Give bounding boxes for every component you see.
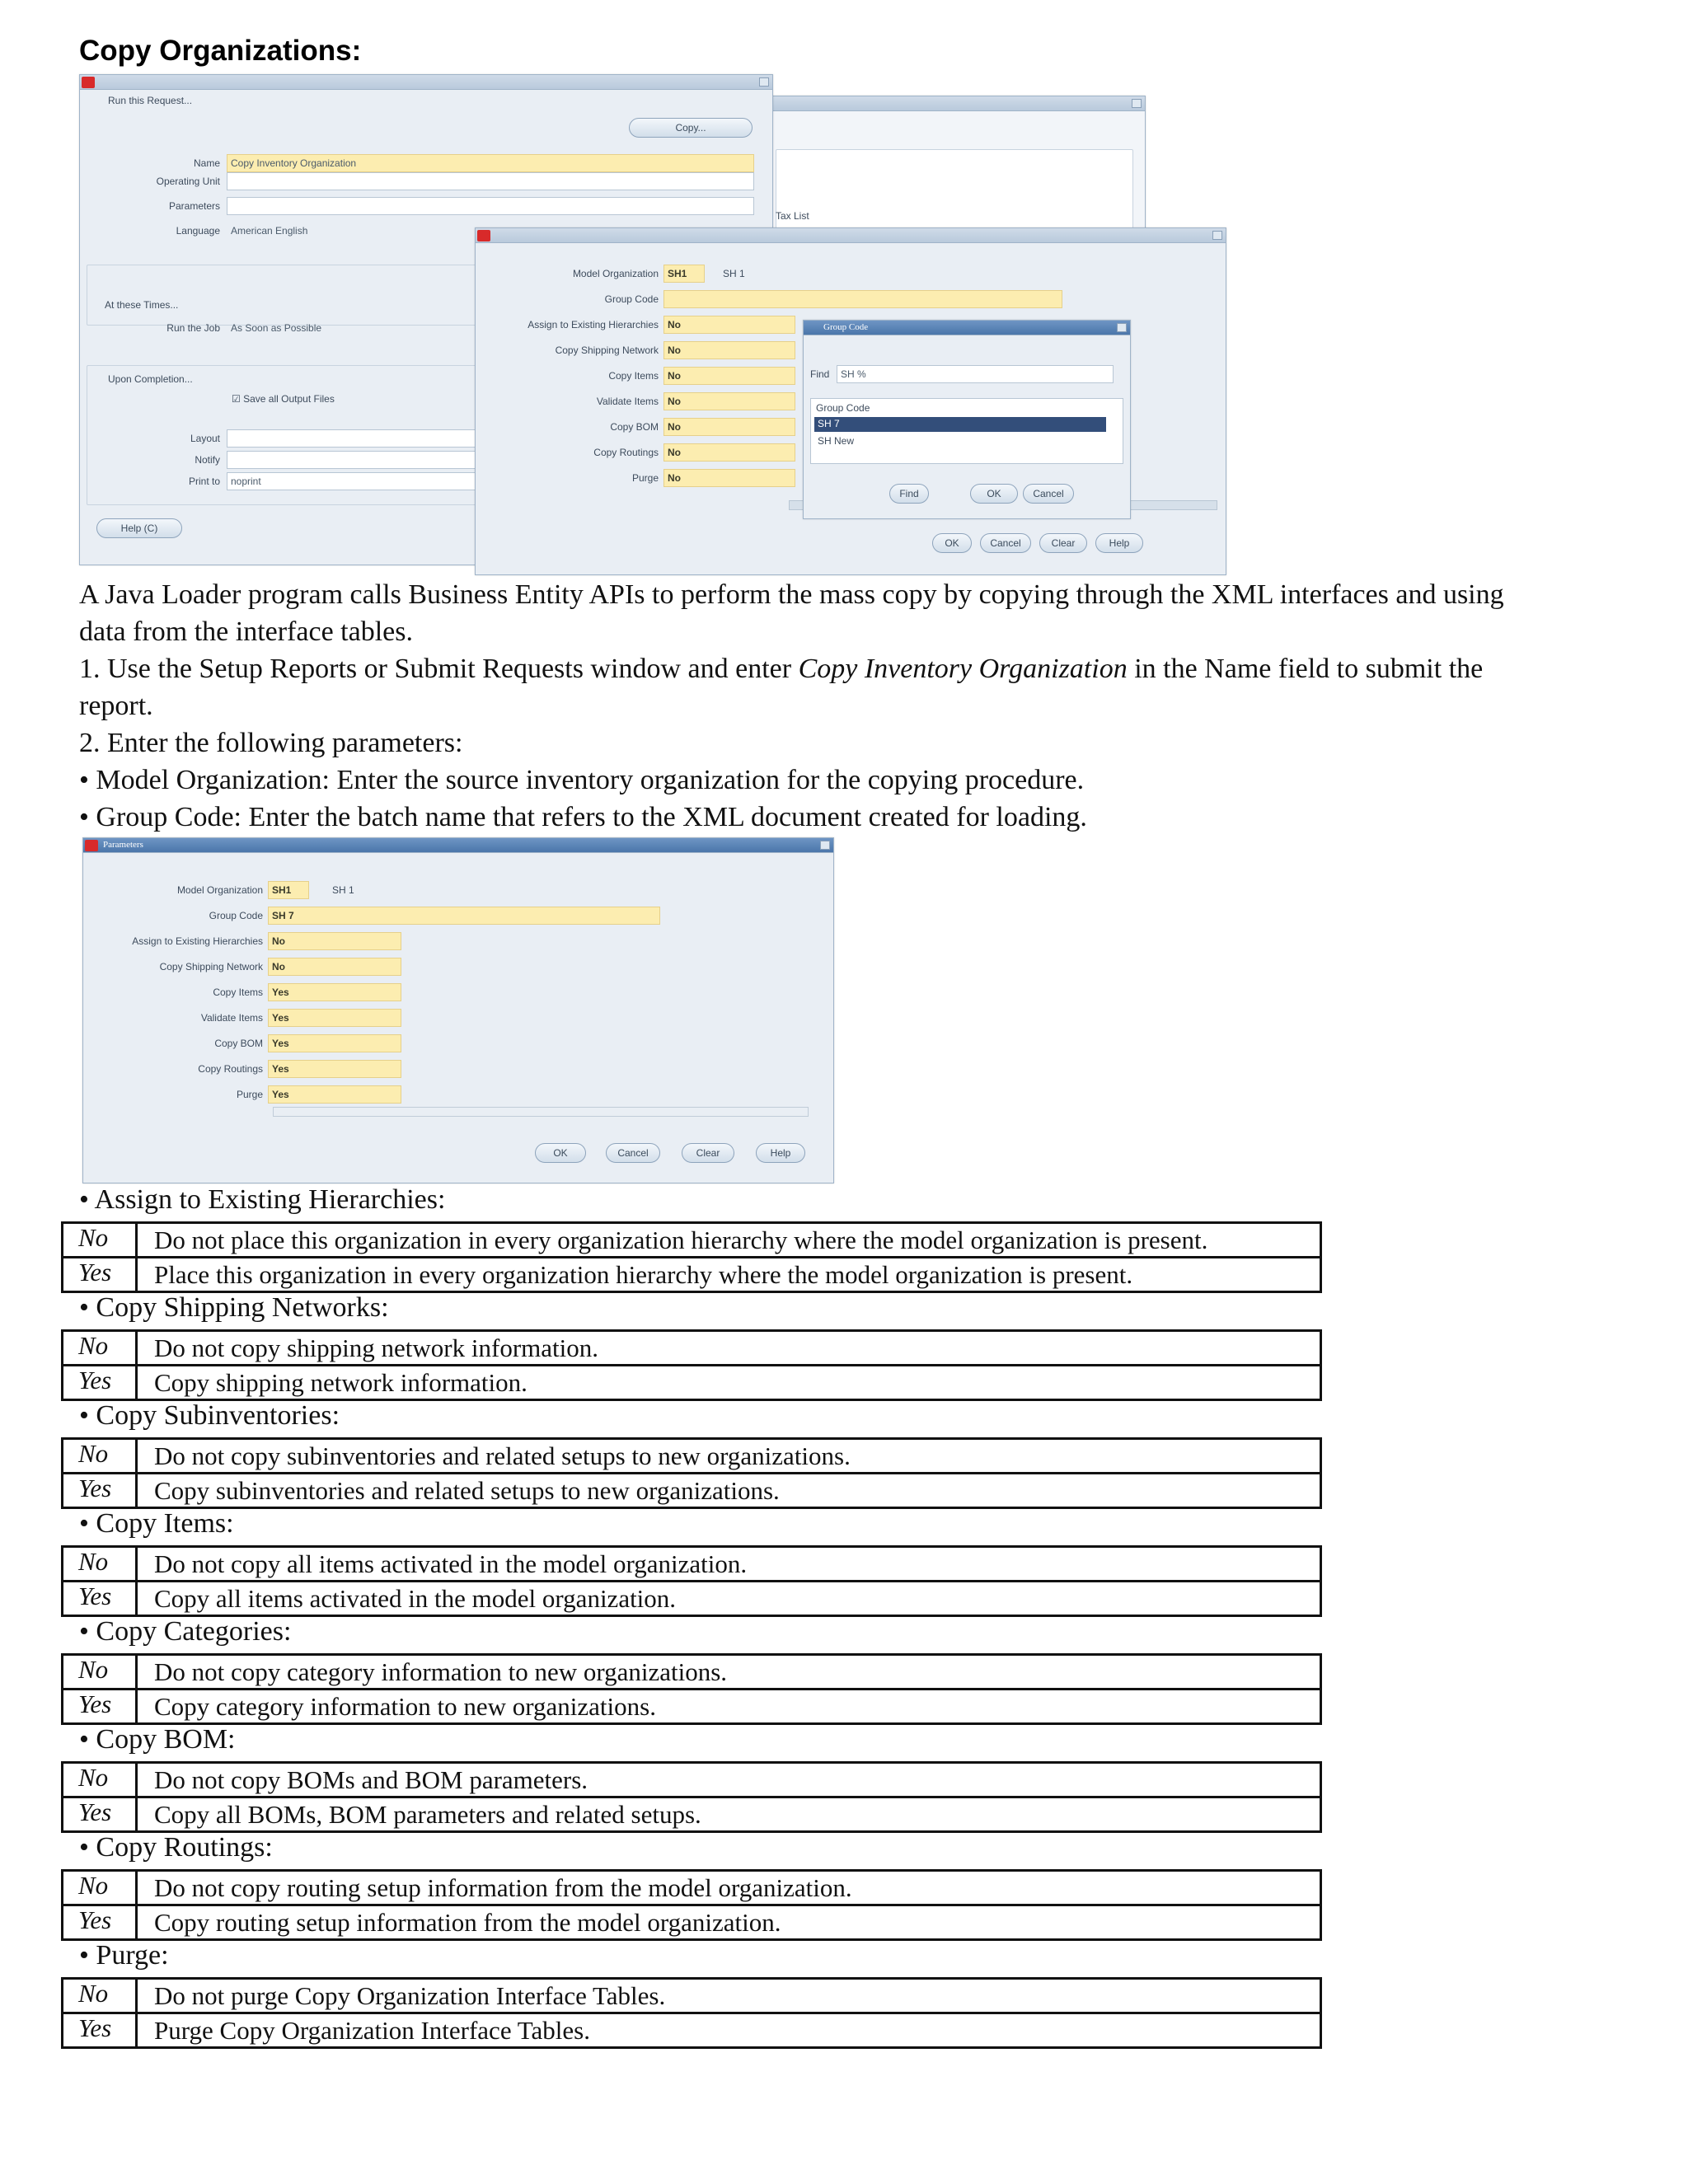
close-icon[interactable] xyxy=(1117,323,1127,332)
param-value: Yes xyxy=(272,1063,289,1075)
option-heading: • Copy Categories: xyxy=(79,1616,292,1647)
param-value: Yes xyxy=(272,1012,289,1024)
table-row xyxy=(63,1763,1321,1797)
option-desc-yes: Copy subinventories and related setups to new organizations. xyxy=(137,1474,1321,1508)
parameters-label: Parameters xyxy=(168,200,220,212)
param-value: SH1 xyxy=(668,268,687,279)
option-key-yes: Yes xyxy=(63,1797,137,1832)
ok-button[interactable]: OK xyxy=(932,533,972,553)
param-label: Group Code xyxy=(604,293,659,305)
option-heading: • Copy Subinventories: xyxy=(79,1400,340,1431)
param-field[interactable] xyxy=(268,1034,401,1052)
schedule-group xyxy=(87,265,515,326)
param-value: No xyxy=(668,472,681,484)
param-value: No xyxy=(668,447,681,458)
option-key-no: No xyxy=(63,1655,137,1690)
option-desc-yes: Copy shipping network information. xyxy=(137,1366,1321,1400)
option-desc-yes: Copy all BOMs, BOM parameters and related setups. xyxy=(137,1797,1321,1832)
param-label: Assign to Existing Hierarchies xyxy=(132,935,263,947)
param-extra: SH 1 xyxy=(723,268,745,279)
table-row xyxy=(63,1690,1321,1724)
option-desc-yes: Place this organization in every organization hierarchy where the model organization is present. xyxy=(137,1258,1321,1292)
option-key-yes: Yes xyxy=(63,1582,137,1616)
param-label: Model Organization xyxy=(176,884,263,896)
name-label: Name xyxy=(193,157,220,169)
option-table xyxy=(61,1653,1322,1725)
option-heading: • Copy BOM: xyxy=(79,1724,236,1755)
operating-unit-label: Operating Unit xyxy=(156,176,220,187)
option-key-no: No xyxy=(63,1979,137,2013)
cancel-button[interactable]: Cancel xyxy=(606,1143,660,1163)
option-desc-no: Do not copy subinventories and related setups to new organizations. xyxy=(137,1439,1321,1474)
option-table xyxy=(61,1545,1322,1617)
name-field[interactable]: Copy Inventory Organization xyxy=(227,154,754,172)
option-heading: • Copy Routings: xyxy=(79,1832,273,1863)
save-output-label: Save all Output Files xyxy=(243,393,335,405)
param-value: Yes xyxy=(272,987,289,998)
bullet-model-organization: • Model Organization: Enter the source inventory organization for the copying procedure. xyxy=(79,765,1085,795)
param-field[interactable] xyxy=(268,983,401,1001)
option-table xyxy=(61,1869,1322,1941)
table-row xyxy=(63,1258,1321,1292)
table-row xyxy=(63,1905,1321,1940)
operating-unit-field[interactable] xyxy=(227,172,754,190)
table-row xyxy=(63,1655,1321,1690)
run-request-heading: Run this Request... xyxy=(108,95,193,106)
clear-button[interactable]: Clear xyxy=(1039,533,1087,553)
option-key-no: No xyxy=(63,1547,137,1582)
app-icon xyxy=(82,77,95,88)
param-label: Copy Shipping Network xyxy=(159,961,263,972)
param-field[interactable] xyxy=(663,469,795,487)
param-field[interactable] xyxy=(663,367,795,385)
table-row xyxy=(63,2013,1321,2048)
param-field[interactable] xyxy=(663,443,795,462)
option-desc-no: Do not copy routing setup information from the model organization. xyxy=(137,1871,1321,1905)
param-label: Purge xyxy=(236,1089,263,1100)
print-to-field[interactable]: noprint xyxy=(227,472,507,490)
param-label: Group Code xyxy=(209,910,263,921)
app-icon xyxy=(477,230,490,241)
param-label: Model Organization xyxy=(572,268,659,279)
parameters-window-titlebar xyxy=(476,228,1226,243)
step-1-line-1 xyxy=(79,651,1483,687)
copy-button[interactable]: Copy... xyxy=(629,118,753,138)
intro-line-2: data from the interface tables. xyxy=(79,616,413,647)
param-value: No xyxy=(272,935,285,947)
lov-column-header: Group Code xyxy=(816,402,870,414)
option-heading: • Assign to Existing Hierarchies: xyxy=(79,1184,446,1215)
param-value: SH 7 xyxy=(272,910,294,921)
horizontal-scrollbar[interactable] xyxy=(273,1107,809,1117)
close-icon[interactable] xyxy=(1132,99,1142,108)
notify-field[interactable] xyxy=(227,451,507,469)
lov-titlebar xyxy=(804,321,1130,335)
upon-completion-heading: Upon Completion... xyxy=(108,373,193,385)
param-value: No xyxy=(668,370,681,382)
param-field[interactable] xyxy=(268,1009,401,1027)
option-key-yes: Yes xyxy=(63,1474,137,1508)
param-label: Copy BOM xyxy=(214,1038,263,1049)
param-label: Copy Items xyxy=(213,987,263,998)
option-key-yes: Yes xyxy=(63,1258,137,1292)
close-icon[interactable] xyxy=(820,841,830,850)
option-key-no: No xyxy=(63,1763,137,1797)
at-these-times-heading: At these Times... xyxy=(105,299,179,311)
param-value: SH1 xyxy=(272,884,292,896)
param-label: Assign to Existing Hierarchies xyxy=(528,319,659,330)
step-1-number: 1. xyxy=(79,654,101,684)
option-desc-no: Do not purge Copy Organization Interface Tables. xyxy=(137,1979,1321,2013)
ok-button[interactable]: OK xyxy=(970,484,1018,504)
step-2-text: Enter the following parameters: xyxy=(107,728,463,758)
param-value: No xyxy=(668,319,681,330)
parameters-field[interactable] xyxy=(227,197,754,215)
step-2-number: 2. xyxy=(79,728,101,758)
clear-button[interactable]: Clear xyxy=(682,1143,734,1163)
param-field[interactable] xyxy=(663,418,795,436)
step-1-emphasis: Copy Inventory Organization xyxy=(798,654,1128,684)
option-key-no: No xyxy=(63,1439,137,1474)
param-field[interactable] xyxy=(268,881,309,899)
save-output-checkbox[interactable] xyxy=(232,393,335,405)
param-field[interactable] xyxy=(268,907,660,925)
option-key-yes: Yes xyxy=(63,1366,137,1400)
parameters-2-titlebar xyxy=(83,838,833,853)
language-field[interactable]: American English xyxy=(231,225,308,237)
table-row xyxy=(63,1474,1321,1508)
lov-row-label: SH 7 xyxy=(818,418,840,429)
table-row xyxy=(63,1439,1321,1474)
intro-line-1: A Java Loader program calls Business Entity APIs to perform the mass copy by copying through the XML interfaces and using xyxy=(79,579,1504,610)
step-2 xyxy=(79,725,462,762)
close-icon[interactable] xyxy=(1212,231,1222,240)
param-field[interactable] xyxy=(663,341,795,359)
run-job-label: Run the Job xyxy=(166,322,220,334)
option-table xyxy=(61,1977,1322,2049)
param-label: Copy Items xyxy=(608,370,659,382)
option-desc-yes: Copy category information to new organizations. xyxy=(137,1690,1321,1724)
table-row xyxy=(63,1366,1321,1400)
option-table xyxy=(61,1437,1322,1509)
param-value: Yes xyxy=(272,1089,289,1100)
table-row xyxy=(63,1582,1321,1616)
param-value: No xyxy=(668,396,681,407)
bullet-group-code: • Group Code: Enter the batch name that refers to the XML document created for loading. xyxy=(79,802,1087,832)
run-job-field[interactable]: As Soon as Possible xyxy=(231,322,322,334)
cancel-button[interactable]: Cancel xyxy=(1023,484,1074,504)
option-table xyxy=(61,1329,1322,1401)
cancel-button[interactable]: Cancel xyxy=(980,533,1031,553)
option-heading: • Purge: xyxy=(79,1940,169,1971)
option-desc-no: Do not place this organization in every organization hierarchy where the model organization is present. xyxy=(137,1223,1321,1258)
option-desc-yes: Copy all items activated in the model organization. xyxy=(137,1582,1321,1616)
layout-label: Layout xyxy=(190,433,220,444)
param-extra: SH 1 xyxy=(332,884,354,896)
print-to-label: Print to xyxy=(188,476,220,487)
help-button[interactable]: Help (C) xyxy=(96,518,182,538)
group-code-lov xyxy=(803,320,1131,519)
param-value: No xyxy=(272,961,285,972)
param-field[interactable] xyxy=(663,265,705,283)
param-field[interactable] xyxy=(268,1060,401,1078)
param-label: Validate Items xyxy=(596,396,659,407)
option-table xyxy=(61,1761,1322,1833)
option-key-no: No xyxy=(63,1223,137,1258)
option-key-yes: Yes xyxy=(63,1690,137,1724)
find-button[interactable]: Find xyxy=(889,484,929,504)
param-field[interactable] xyxy=(663,392,795,410)
option-desc-no: Do not copy BOMs and BOM parameters. xyxy=(137,1763,1321,1797)
table-row xyxy=(63,1979,1321,2013)
table-row xyxy=(63,1871,1321,1905)
param-value: No xyxy=(668,421,681,433)
layout-field[interactable] xyxy=(227,429,507,448)
option-table xyxy=(61,1221,1322,1293)
lov-row[interactable]: SH New xyxy=(818,435,855,447)
table-row xyxy=(63,1797,1321,1832)
find-field[interactable]: SH % xyxy=(837,365,1114,383)
param-label: Copy BOM xyxy=(610,421,659,433)
find-label: Find xyxy=(810,368,830,380)
param-field[interactable] xyxy=(268,958,401,976)
param-field[interactable] xyxy=(268,1085,401,1104)
option-desc-no: Do not copy shipping network information. xyxy=(137,1331,1321,1366)
lov-title: Group Code xyxy=(823,322,869,332)
option-heading: • Copy Items: xyxy=(79,1508,234,1539)
app-icon xyxy=(85,840,98,851)
request-window-titlebar xyxy=(80,75,772,90)
notify-label: Notify xyxy=(195,454,220,466)
option-key-no: No xyxy=(63,1871,137,1905)
step-1-text-2: in the Name field to submit the xyxy=(1134,654,1484,684)
param-label: Copy Routings xyxy=(198,1063,263,1075)
lov-row-selected[interactable] xyxy=(814,417,1106,432)
page-title: Copy Organizations: xyxy=(79,35,362,67)
param-label: Purge xyxy=(631,472,659,484)
help-button[interactable]: Help xyxy=(1095,533,1143,553)
param-value: No xyxy=(668,344,681,356)
step-1-line-2: report. xyxy=(79,691,153,721)
param-label: Copy Routings xyxy=(593,447,659,458)
param-label: Validate Items xyxy=(200,1012,263,1024)
table-row xyxy=(63,1331,1321,1366)
option-desc-yes: Purge Copy Organization Interface Tables. xyxy=(137,2013,1321,2048)
language-label: Language xyxy=(176,225,220,237)
ok-button[interactable]: OK xyxy=(535,1143,586,1163)
table-row xyxy=(63,1223,1321,1258)
parameters-window-2 xyxy=(82,837,834,1183)
help-button[interactable]: Help xyxy=(756,1143,805,1163)
table-row xyxy=(63,1547,1321,1582)
step-1-text: Use the Setup Reports or Submit Requests window and enter xyxy=(107,654,792,684)
option-desc-no: Do not copy category information to new organizations. xyxy=(137,1655,1321,1690)
param-value: Yes xyxy=(272,1038,289,1049)
param-field[interactable] xyxy=(663,316,795,334)
option-key-yes: Yes xyxy=(63,2013,137,2048)
lov-results-list xyxy=(810,398,1123,464)
background-window-titlebar xyxy=(767,96,1145,111)
param-label: Copy Shipping Network xyxy=(555,344,659,356)
tax-list-label: Tax List xyxy=(776,210,809,222)
parameters-2-title: Parameters xyxy=(103,840,143,850)
option-key-yes: Yes xyxy=(63,1905,137,1940)
option-heading: • Copy Shipping Networks: xyxy=(79,1292,389,1323)
option-desc-no: Do not copy all items activated in the model organization. xyxy=(137,1547,1321,1582)
param-field[interactable] xyxy=(268,932,401,950)
option-key-no: No xyxy=(63,1331,137,1366)
param-field[interactable] xyxy=(663,290,1062,308)
checkbox-checked-icon: ☑ xyxy=(232,393,241,405)
close-icon[interactable] xyxy=(759,77,769,87)
option-desc-yes: Copy routing setup information from the model organization. xyxy=(137,1905,1321,1940)
